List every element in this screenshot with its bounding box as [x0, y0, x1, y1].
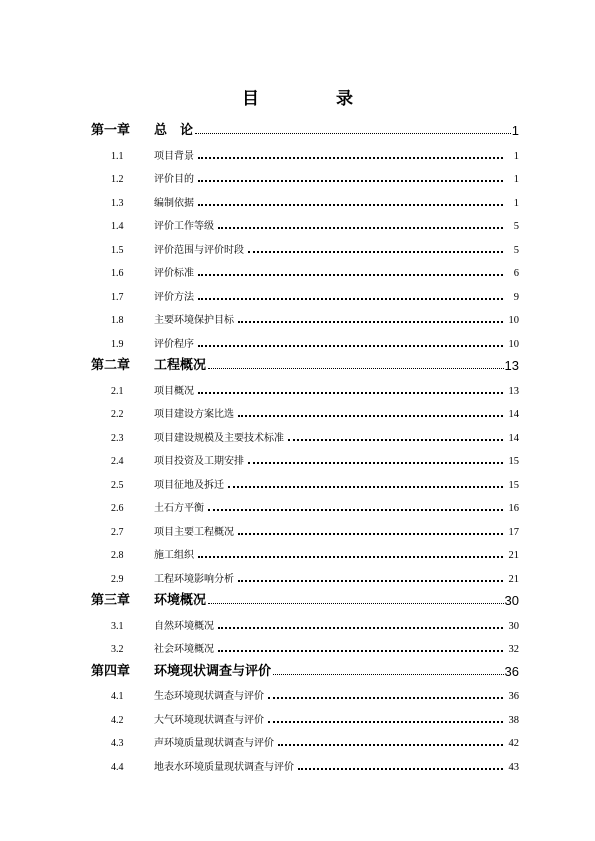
- section-number: 1.9: [111, 338, 124, 350]
- dot-leader: [273, 674, 504, 675]
- section-number: 1.6: [111, 268, 124, 279]
- section-page-number: 36: [508, 691, 519, 702]
- section-title: 社会环境概况: [154, 644, 214, 655]
- section-page-number: 21: [508, 573, 519, 585]
- dot-leader: [198, 345, 503, 347]
- section-page-number: 15: [508, 456, 519, 467]
- dot-leader: [298, 768, 503, 770]
- section-page-number: 16: [508, 503, 519, 514]
- toc-section-row[interactable]: [110, 259, 519, 279]
- section-page-number: 32: [508, 644, 519, 655]
- chapter-number: 第三章: [91, 593, 131, 608]
- section-title: 大气环境现状调查与评价: [154, 714, 264, 726]
- section-page-number: 10: [508, 338, 519, 350]
- chapter-title: 总 论: [154, 123, 194, 138]
- section-number: 1.4: [111, 221, 124, 232]
- toc-section-row[interactable]: [110, 494, 519, 514]
- dot-leader: [268, 721, 503, 723]
- section-number: 2.7: [111, 526, 124, 538]
- toc-section-row[interactable]: [110, 541, 519, 561]
- dot-leader: [218, 650, 503, 652]
- chapter-title: 工程概况: [154, 358, 207, 373]
- toc-section-row[interactable]: [110, 142, 519, 162]
- section-title: 项目背景: [154, 150, 194, 162]
- section-title: 项目投资及工期安排: [154, 456, 244, 467]
- section-page-number: 42: [508, 738, 519, 749]
- dot-leader: [238, 415, 503, 417]
- toc-section-row[interactable]: [110, 424, 519, 444]
- section-title: 项目征地及拆迁: [154, 479, 224, 491]
- toc-section-row[interactable]: [110, 189, 519, 209]
- toc-section-row[interactable]: [110, 753, 519, 773]
- section-title: 评价工作等级: [154, 221, 214, 232]
- dot-leader: [288, 439, 503, 441]
- toc-section-row[interactable]: [110, 471, 519, 491]
- toc-section-row[interactable]: [110, 447, 519, 467]
- section-number: 2.3: [111, 432, 124, 444]
- section-page-number: 30: [508, 620, 519, 632]
- section-title: 施工组织: [154, 550, 194, 561]
- section-number: 2.9: [111, 573, 124, 585]
- section-number: 2.6: [111, 503, 124, 514]
- section-page-number: 6: [513, 268, 519, 279]
- toc-section-row[interactable]: [110, 283, 519, 303]
- section-title: 声环境质量现状调查与评价: [154, 738, 274, 749]
- chapter-number: 第四章: [91, 663, 131, 679]
- section-page-number: 10: [508, 315, 519, 326]
- section-number: 1.5: [111, 244, 124, 256]
- dot-leader: [208, 509, 503, 511]
- toc-chapter-row[interactable]: [91, 353, 519, 373]
- section-title: 土石方平衡: [154, 503, 204, 514]
- section-page-number: 1: [513, 174, 519, 185]
- section-title: 评价范围与评价时段: [154, 244, 244, 256]
- section-title: 项目建设方案比选: [154, 409, 234, 420]
- section-number: 4.4: [111, 761, 124, 773]
- section-title: 编制依据: [154, 197, 194, 209]
- section-number: 3.2: [111, 644, 124, 655]
- toc-section-row[interactable]: [110, 706, 519, 726]
- chapter-title: 环境概况: [154, 593, 207, 608]
- dot-leader: [268, 697, 503, 699]
- section-title: 地表水环境质量现状调查与评价: [154, 761, 294, 773]
- section-page-number: 5: [513, 244, 519, 256]
- section-number: 4.2: [111, 714, 124, 726]
- section-page-number: 5: [513, 221, 519, 232]
- section-title: 主要环境保护目标: [154, 315, 234, 326]
- section-page-number: 43: [508, 761, 519, 773]
- toc-section-row[interactable]: [110, 212, 519, 232]
- section-number: 1.8: [111, 315, 124, 326]
- dot-leader: [248, 251, 503, 253]
- chapter-title: 环境现状调查与评价: [154, 663, 272, 679]
- section-page-number: 17: [508, 526, 519, 538]
- toc-section-row[interactable]: [110, 236, 519, 256]
- dot-leader: [238, 321, 503, 323]
- section-number: 1.1: [111, 150, 124, 162]
- section-number: 1.3: [111, 197, 124, 209]
- dot-leader: [208, 368, 504, 369]
- dot-leader: [278, 744, 503, 746]
- toc-section-row[interactable]: [110, 165, 519, 185]
- section-number: 2.1: [111, 385, 124, 397]
- section-page-number: 14: [508, 432, 519, 444]
- section-number: 2.5: [111, 479, 124, 491]
- section-number: 2.8: [111, 550, 124, 561]
- section-title: 评价程序: [154, 338, 194, 350]
- dot-leader: [198, 298, 503, 300]
- section-number: 4.3: [111, 738, 124, 749]
- section-number: 2.2: [111, 409, 124, 420]
- toc-title: 目 录: [242, 89, 383, 109]
- chapter-number: 第一章: [91, 123, 131, 138]
- toc-section-row[interactable]: [110, 682, 519, 702]
- dot-leader: [218, 627, 503, 629]
- section-title: 评价标准: [154, 268, 194, 279]
- section-title: 项目概况: [154, 385, 194, 397]
- section-page-number: 9: [513, 291, 519, 303]
- dot-leader: [238, 580, 503, 582]
- dot-leader: [198, 392, 503, 394]
- section-title: 生态环境现状调查与评价: [154, 691, 264, 702]
- section-title: 项目建设规模及主要技术标准: [154, 432, 284, 444]
- chapter-page-number: 1: [511, 123, 519, 138]
- dot-leader: [238, 533, 503, 535]
- dot-leader: [218, 227, 503, 229]
- toc-section-row[interactable]: [110, 518, 519, 538]
- section-number: 2.4: [111, 456, 124, 467]
- toc-section-row[interactable]: [110, 377, 519, 397]
- dot-leader: [195, 133, 511, 134]
- section-title: 自然环境概况: [154, 620, 214, 632]
- section-page-number: 14: [508, 409, 519, 420]
- section-page-number: 21: [508, 550, 519, 561]
- dot-leader: [198, 204, 503, 206]
- section-number: 1.2: [111, 174, 124, 185]
- section-page-number: 1: [513, 150, 519, 162]
- toc-chapter-row[interactable]: [91, 659, 519, 679]
- section-number: 3.1: [111, 620, 124, 632]
- toc-section-row[interactable]: [110, 565, 519, 585]
- toc-chapter-row[interactable]: [91, 588, 519, 608]
- dot-leader: [198, 180, 503, 182]
- section-number: 1.7: [111, 291, 124, 303]
- section-title: 项目主要工程概况: [154, 526, 234, 538]
- dot-leader: [208, 603, 504, 604]
- dot-leader: [228, 486, 503, 488]
- toc-section-row[interactable]: [110, 306, 519, 326]
- section-page-number: 1: [513, 197, 519, 209]
- section-page-number: 15: [508, 479, 519, 491]
- toc-chapter-row[interactable]: [91, 118, 519, 138]
- toc-section-row[interactable]: [110, 729, 519, 749]
- chapter-number: 第二章: [91, 358, 131, 373]
- toc-section-row[interactable]: [110, 612, 519, 632]
- toc-section-row[interactable]: [110, 330, 519, 350]
- chapter-page-number: 36: [504, 663, 519, 679]
- dot-leader: [198, 556, 503, 558]
- section-page-number: 13: [508, 385, 519, 397]
- section-page-number: 38: [508, 714, 519, 726]
- dot-leader: [248, 462, 503, 464]
- toc-section-row[interactable]: [110, 400, 519, 420]
- dot-leader: [198, 274, 503, 276]
- chapter-page-number: 30: [504, 593, 519, 608]
- section-title: 评价目的: [154, 174, 194, 185]
- dot-leader: [198, 157, 503, 159]
- toc-section-row[interactable]: [110, 635, 519, 655]
- section-title: 评价方法: [154, 291, 194, 303]
- section-number: 4.1: [111, 691, 124, 702]
- chapter-page-number: 13: [504, 358, 519, 373]
- section-title: 工程环境影响分析: [154, 573, 234, 585]
